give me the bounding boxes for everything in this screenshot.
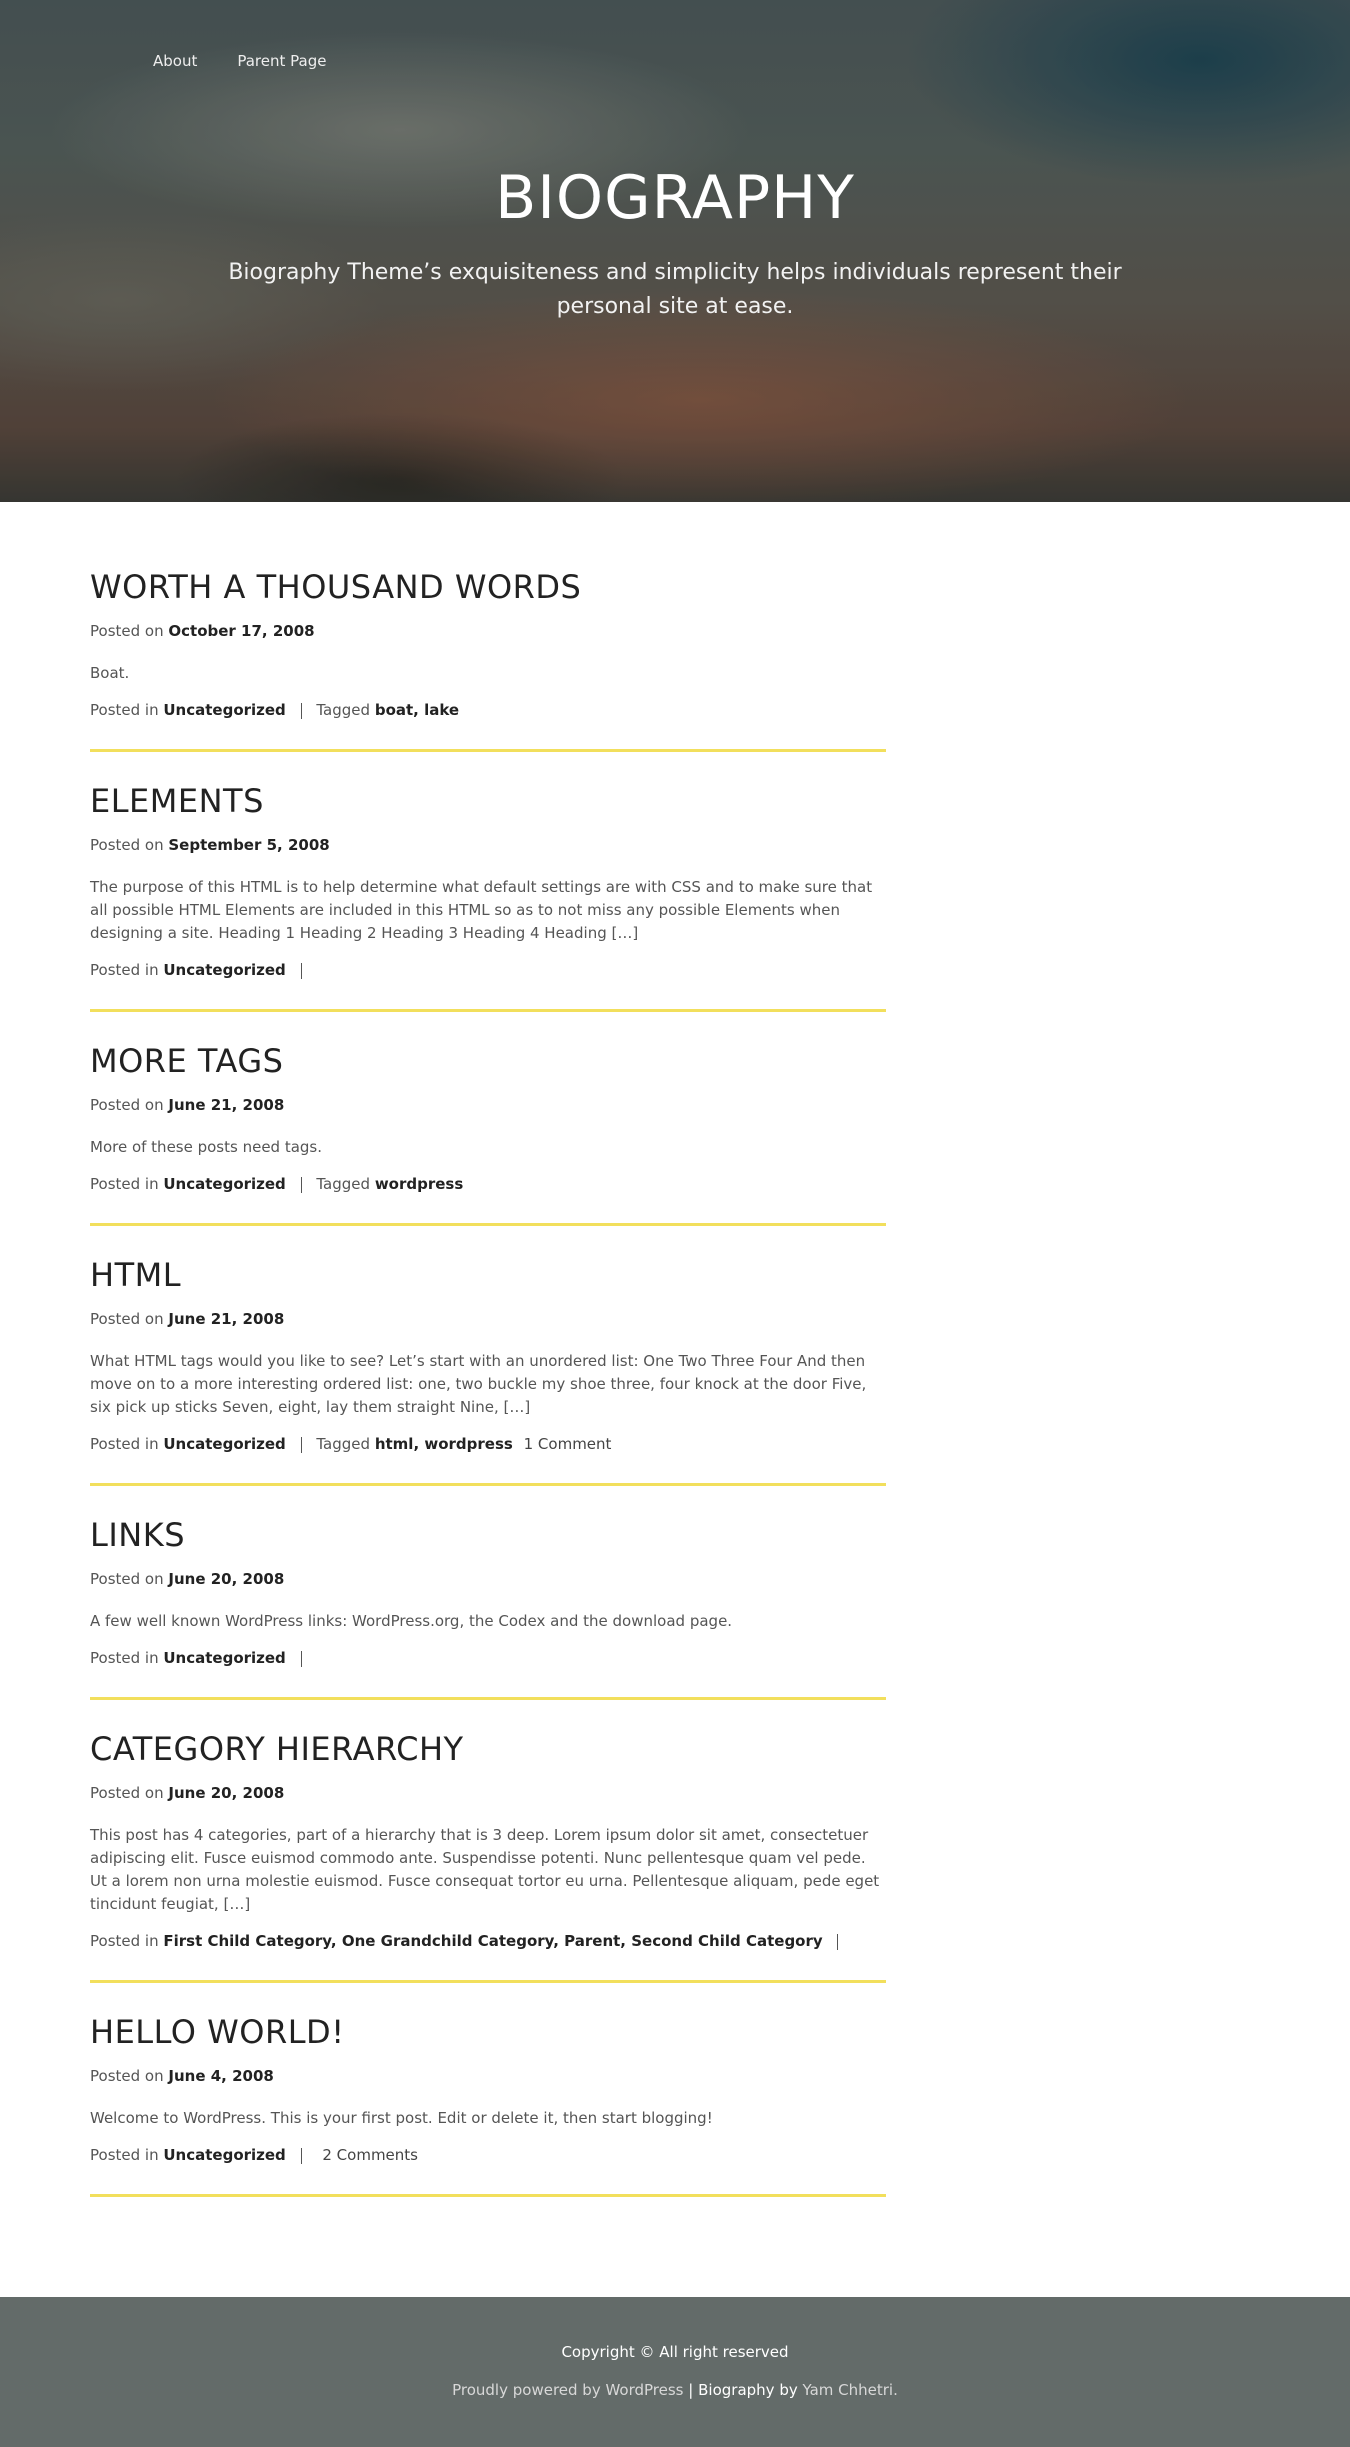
post-excerpt: More of these posts need tags. [90,1138,323,1156]
post-date-link[interactable]: June 20, 2008 [168,1784,285,1802]
author-link[interactable]: Yam Chhetri. [802,2381,898,2399]
post-footer-meta [90,1175,886,1193]
posted-on-label: Posted on [90,1570,164,1588]
main-nav [153,52,326,70]
post-title[interactable]: WORTH A THOUSAND WORDS [90,568,582,606]
posted-on-label: Posted on [90,1784,164,1802]
posted-in-label: Posted in [90,1435,159,1453]
category-links[interactable]: Uncategorized [163,961,286,979]
post-date-link[interactable]: June 20, 2008 [168,1570,285,1588]
posted-on-label: Posted on [90,2067,164,2085]
meta-divider [301,1651,302,1667]
post-footer-meta [90,1435,886,1453]
post-date-link[interactable]: September 5, 2008 [168,836,330,854]
post-date-link[interactable]: June 21, 2008 [168,1096,285,1114]
category-links[interactable]: Uncategorized [163,2146,286,2164]
post-footer-meta [90,1649,886,1667]
post-excerpt: What HTML tags would you like to see? Let’s start with an unordered list: One Two Three Four And then move on to a more interesting ordered list: one, two buckle my shoe three, four knock at the door Five, six pick up sticks Seven, eight, lay them straight Nine, […] [90,1352,867,1416]
post-date-link[interactable]: October 17, 2008 [168,622,315,640]
post-title[interactable]: ELEMENTS [90,782,264,820]
comments-link[interactable]: 1 Comment [523,1435,612,1453]
tag-links[interactable]: wordpress [374,1175,464,1193]
post-excerpt: The purpose of this HTML is to help determine what default settings are with CSS and to make sure that all possible HTML Elements are included in this HTML so as to not miss any possible Elements when designing a site. Heading 1 Heading 2 Heading 3 Heading 4 Heading […] [90,878,873,942]
posted-in-label: Posted in [90,2146,159,2164]
post-title[interactable]: CATEGORY HIERARCHY [90,1730,464,1768]
post-footer-meta [90,961,886,979]
site-header [0,0,1350,502]
site-title[interactable]: BIOGRAPHY [495,163,855,233]
post-date-meta [90,1784,886,1802]
post-date-link[interactable]: June 21, 2008 [168,1310,285,1328]
posted-on-label: Posted on [90,1310,164,1328]
copyright-text: Copyright © All right reserved [561,2343,789,2361]
post-excerpt: Welcome to WordPress. This is your first post. Edit or delete it, then start blogging! [90,2109,713,2127]
meta-divider [301,2148,302,2164]
nav-item-about[interactable]: About [153,52,198,70]
tagged-label: Tagged [316,701,371,719]
post-date-meta [90,836,886,854]
category-links[interactable]: First Child Category, One Grandchild Category, Parent, Second Child Category [163,1932,823,1950]
post-footer-meta [90,701,886,719]
post-item [90,1730,886,1983]
site-footer [0,2297,1350,2447]
post-excerpt: A few well known WordPress links: WordPress.org, the Codex and the download page. [90,1612,733,1630]
post-date-meta [90,1310,886,1328]
post-item [90,568,886,752]
post-date-meta [90,2067,886,2085]
posted-on-label: Posted on [90,1096,164,1114]
tag-links[interactable]: boat, lake [374,701,460,719]
post-date-meta [90,622,886,640]
posted-in-label: Posted in [90,1932,159,1950]
posted-in-label: Posted in [90,1175,159,1193]
comments-link[interactable]: 2 Comments [322,2146,418,2164]
category-links[interactable]: Uncategorized [163,1435,286,1453]
post-excerpt: This post has 4 categories, part of a hierarchy that is 3 deep. Lorem ipsum dolor sit amet, consectetuer adipiscing elit. Fusce euismod commodo ante. Suspendisse potenti. Nunc pellentesque quam vel pede. Ut a lorem non urna molestie euismod. Fusce consequat tortor eu urna. Pellentesque aliquam, pede eget tincidunt feugiat, […] [90,1826,880,1913]
posted-on-label: Posted on [90,622,164,640]
wordpress-link[interactable]: Proudly powered by WordPress [452,2381,684,2399]
post-footer-meta [90,2146,886,2164]
footer-divider: | [688,2381,694,2399]
post-excerpt: Boat. [90,664,130,682]
posted-in-label: Posted in [90,701,159,719]
post-list [90,568,886,2227]
post-date-meta [90,1096,886,1114]
post-footer-meta [90,1932,886,1950]
site-description: Biography Theme’s exquisiteness and simplicity helps individuals represent their personal site at ease. [228,260,1122,319]
tag-links[interactable]: html, wordpress [374,1435,513,1453]
post-item [90,1042,886,1226]
post-item [90,782,886,1012]
tagged-label: Tagged [316,1175,371,1193]
meta-divider [837,1934,838,1950]
post-title[interactable]: HELLO WORLD! [90,2013,345,2051]
meta-divider [301,1177,302,1193]
powered-by-line [0,2381,1350,2399]
meta-divider [301,1437,302,1453]
post-item [90,1516,886,1700]
theme-credit: Biography by [698,2381,798,2399]
post-item [90,1256,886,1486]
meta-divider [301,963,302,979]
post-item [90,2013,886,2197]
category-links[interactable]: Uncategorized [163,1175,286,1193]
post-title[interactable]: MORE TAGS [90,1042,284,1080]
nav-item-parent-page[interactable]: Parent Page [237,52,327,70]
post-date-meta [90,1570,886,1588]
meta-divider [301,703,302,719]
posted-on-label: Posted on [90,836,164,854]
post-title[interactable]: HTML [90,1256,182,1294]
posted-in-label: Posted in [90,1649,159,1667]
category-links[interactable]: Uncategorized [163,1649,286,1667]
post-date-link[interactable]: June 4, 2008 [168,2067,274,2085]
posted-in-label: Posted in [90,961,159,979]
post-title[interactable]: LINKS [90,1516,185,1554]
category-links[interactable]: Uncategorized [163,701,286,719]
tagged-label: Tagged [316,1435,371,1453]
